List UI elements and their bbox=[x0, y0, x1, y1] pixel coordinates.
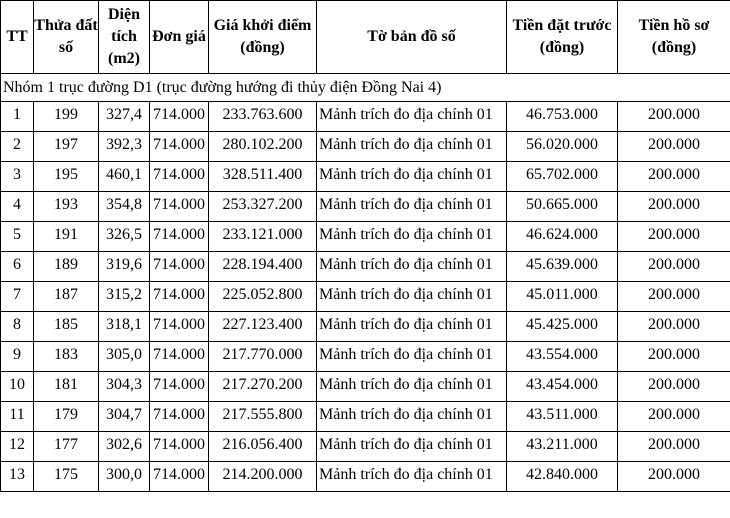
cell-gia-khoi-diem: 233.121.000 bbox=[209, 222, 317, 252]
cell-gia-khoi-diem: 214.200.000 bbox=[209, 462, 317, 492]
cell-dien-tich: 304,3 bbox=[99, 372, 150, 402]
cell-don-gia: 714.000 bbox=[150, 462, 209, 492]
table-row bbox=[1, 102, 730, 132]
cell-tien-dat-truoc: 42.840.000 bbox=[507, 462, 618, 492]
cell-to-ban-do: Mảnh trích đo địa chính 01 bbox=[317, 282, 507, 312]
cell-gia-khoi-diem: 228.194.400 bbox=[209, 252, 317, 282]
group-title: Nhóm 1 trục đường D1 (trục đường hướng đi thủy điện Đồng Nai 4) bbox=[1, 74, 730, 102]
cell-tien-ho-so: 200.000 bbox=[618, 102, 730, 132]
header-to-ban-do: Tờ bản đồ số bbox=[317, 1, 507, 74]
table-row bbox=[1, 432, 730, 462]
table-row bbox=[1, 162, 730, 192]
cell-don-gia: 714.000 bbox=[150, 342, 209, 372]
cell-thua-dat: 195 bbox=[34, 162, 99, 192]
header-row bbox=[1, 1, 730, 74]
cell-tien-dat-truoc: 43.211.000 bbox=[507, 432, 618, 462]
cell-gia-khoi-diem: 253.327.200 bbox=[209, 192, 317, 222]
cell-tien-ho-so: 200.000 bbox=[618, 372, 730, 402]
cell-to-ban-do: Mảnh trích đo địa chính 01 bbox=[317, 312, 507, 342]
cell-tt: 4 bbox=[1, 192, 34, 222]
cell-tien-dat-truoc: 56.020.000 bbox=[507, 132, 618, 162]
cell-don-gia: 714.000 bbox=[150, 192, 209, 222]
cell-gia-khoi-diem: 217.770.000 bbox=[209, 342, 317, 372]
cell-tien-dat-truoc: 50.665.000 bbox=[507, 192, 618, 222]
cell-don-gia: 714.000 bbox=[150, 372, 209, 402]
cell-gia-khoi-diem: 217.555.800 bbox=[209, 402, 317, 432]
cell-tien-dat-truoc: 45.011.000 bbox=[507, 282, 618, 312]
cell-to-ban-do: Mảnh trích đo địa chính 01 bbox=[317, 102, 507, 132]
cell-gia-khoi-diem: 233.763.600 bbox=[209, 102, 317, 132]
table-row bbox=[1, 372, 730, 402]
cell-to-ban-do: Mảnh trích đo địa chính 01 bbox=[317, 162, 507, 192]
table-row bbox=[1, 342, 730, 372]
cell-thua-dat: 197 bbox=[34, 132, 99, 162]
cell-gia-khoi-diem: 280.102.200 bbox=[209, 132, 317, 162]
cell-dien-tich: 319,6 bbox=[99, 252, 150, 282]
cell-tien-dat-truoc: 45.425.000 bbox=[507, 312, 618, 342]
table-row bbox=[1, 252, 730, 282]
cell-thua-dat: 191 bbox=[34, 222, 99, 252]
cell-tien-dat-truoc: 45.639.000 bbox=[507, 252, 618, 282]
cell-dien-tich: 326,5 bbox=[99, 222, 150, 252]
cell-tt: 1 bbox=[1, 102, 34, 132]
cell-tt: 8 bbox=[1, 312, 34, 342]
header-tien-ho-so: Tiền hồ sơ (đồng) bbox=[618, 1, 730, 74]
cell-tt: 10 bbox=[1, 372, 34, 402]
cell-thua-dat: 179 bbox=[34, 402, 99, 432]
cell-gia-khoi-diem: 227.123.400 bbox=[209, 312, 317, 342]
cell-dien-tich: 302,6 bbox=[99, 432, 150, 462]
cell-don-gia: 714.000 bbox=[150, 252, 209, 282]
cell-dien-tich: 460,1 bbox=[99, 162, 150, 192]
cell-tien-ho-so: 200.000 bbox=[618, 312, 730, 342]
cell-don-gia: 714.000 bbox=[150, 432, 209, 462]
cell-tien-ho-so: 200.000 bbox=[618, 222, 730, 252]
cell-tt: 13 bbox=[1, 462, 34, 492]
cell-thua-dat: 183 bbox=[34, 342, 99, 372]
cell-to-ban-do: Mảnh trích đo địa chính 01 bbox=[317, 372, 507, 402]
cell-tien-dat-truoc: 65.702.000 bbox=[507, 162, 618, 192]
header-dien-tich: Diện tích (m2) bbox=[99, 1, 150, 74]
cell-tien-ho-so: 200.000 bbox=[618, 132, 730, 162]
cell-don-gia: 714.000 bbox=[150, 132, 209, 162]
cell-thua-dat: 181 bbox=[34, 372, 99, 402]
cell-tien-ho-so: 200.000 bbox=[618, 282, 730, 312]
cell-to-ban-do: Mảnh trích đo địa chính 01 bbox=[317, 222, 507, 252]
cell-to-ban-do: Mảnh trích đo địa chính 01 bbox=[317, 192, 507, 222]
header-gia-khoi-diem: Giá khởi điểm (đồng) bbox=[209, 1, 317, 74]
cell-thua-dat: 177 bbox=[34, 432, 99, 462]
cell-gia-khoi-diem: 216.056.400 bbox=[209, 432, 317, 462]
cell-tien-ho-so: 200.000 bbox=[618, 252, 730, 282]
cell-tt: 9 bbox=[1, 342, 34, 372]
table-row bbox=[1, 312, 730, 342]
header-thua-dat: Thửa đất số bbox=[34, 1, 99, 74]
cell-tien-ho-so: 200.000 bbox=[618, 192, 730, 222]
cell-thua-dat: 175 bbox=[34, 462, 99, 492]
header-tien-dat-truoc: Tiền đặt trước (đồng) bbox=[507, 1, 618, 74]
cell-tien-dat-truoc: 43.511.000 bbox=[507, 402, 618, 432]
cell-tt: 7 bbox=[1, 282, 34, 312]
cell-tien-dat-truoc: 43.454.000 bbox=[507, 372, 618, 402]
header-tt: TT bbox=[1, 1, 34, 74]
cell-dien-tich: 318,1 bbox=[99, 312, 150, 342]
cell-gia-khoi-diem: 328.511.400 bbox=[209, 162, 317, 192]
cell-dien-tich: 315,2 bbox=[99, 282, 150, 312]
cell-don-gia: 714.000 bbox=[150, 102, 209, 132]
cell-tien-ho-so: 200.000 bbox=[618, 432, 730, 462]
cell-dien-tich: 392,3 bbox=[99, 132, 150, 162]
cell-dien-tich: 304,7 bbox=[99, 402, 150, 432]
cell-to-ban-do: Mảnh trích đo địa chính 01 bbox=[317, 342, 507, 372]
table-row bbox=[1, 132, 730, 162]
cell-to-ban-do: Mảnh trích đo địa chính 01 bbox=[317, 402, 507, 432]
table-row bbox=[1, 402, 730, 432]
header-don-gia: Đơn giá bbox=[150, 1, 209, 74]
cell-tien-dat-truoc: 46.624.000 bbox=[507, 222, 618, 252]
cell-tt: 5 bbox=[1, 222, 34, 252]
cell-tt: 2 bbox=[1, 132, 34, 162]
cell-tien-dat-truoc: 43.554.000 bbox=[507, 342, 618, 372]
table-row bbox=[1, 462, 730, 492]
table-row bbox=[1, 222, 730, 252]
cell-tt: 6 bbox=[1, 252, 34, 282]
cell-thua-dat: 193 bbox=[34, 192, 99, 222]
cell-thua-dat: 187 bbox=[34, 282, 99, 312]
cell-don-gia: 714.000 bbox=[150, 402, 209, 432]
cell-gia-khoi-diem: 217.270.200 bbox=[209, 372, 317, 402]
cell-tt: 3 bbox=[1, 162, 34, 192]
cell-thua-dat: 199 bbox=[34, 102, 99, 132]
cell-thua-dat: 189 bbox=[34, 252, 99, 282]
cell-tien-dat-truoc: 46.753.000 bbox=[507, 102, 618, 132]
cell-dien-tich: 354,8 bbox=[99, 192, 150, 222]
cell-dien-tich: 300,0 bbox=[99, 462, 150, 492]
cell-gia-khoi-diem: 225.052.800 bbox=[209, 282, 317, 312]
table-row bbox=[1, 192, 730, 222]
cell-don-gia: 714.000 bbox=[150, 282, 209, 312]
cell-tien-ho-so: 200.000 bbox=[618, 162, 730, 192]
cell-tien-ho-so: 200.000 bbox=[618, 342, 730, 372]
cell-to-ban-do: Mảnh trích đo địa chính 01 bbox=[317, 462, 507, 492]
cell-don-gia: 714.000 bbox=[150, 162, 209, 192]
cell-don-gia: 714.000 bbox=[150, 222, 209, 252]
cell-tien-ho-so: 200.000 bbox=[618, 402, 730, 432]
cell-don-gia: 714.000 bbox=[150, 312, 209, 342]
cell-tt: 12 bbox=[1, 432, 34, 462]
cell-to-ban-do: Mảnh trích đo địa chính 01 bbox=[317, 252, 507, 282]
table-row bbox=[1, 282, 730, 312]
cell-dien-tich: 327,4 bbox=[99, 102, 150, 132]
cell-to-ban-do: Mảnh trích đo địa chính 01 bbox=[317, 432, 507, 462]
cell-thua-dat: 185 bbox=[34, 312, 99, 342]
cell-tien-ho-so: 200.000 bbox=[618, 462, 730, 492]
cell-tt: 11 bbox=[1, 402, 34, 432]
cell-dien-tich: 305,0 bbox=[99, 342, 150, 372]
cell-to-ban-do: Mảnh trích đo địa chính 01 bbox=[317, 132, 507, 162]
group-row bbox=[1, 74, 730, 102]
